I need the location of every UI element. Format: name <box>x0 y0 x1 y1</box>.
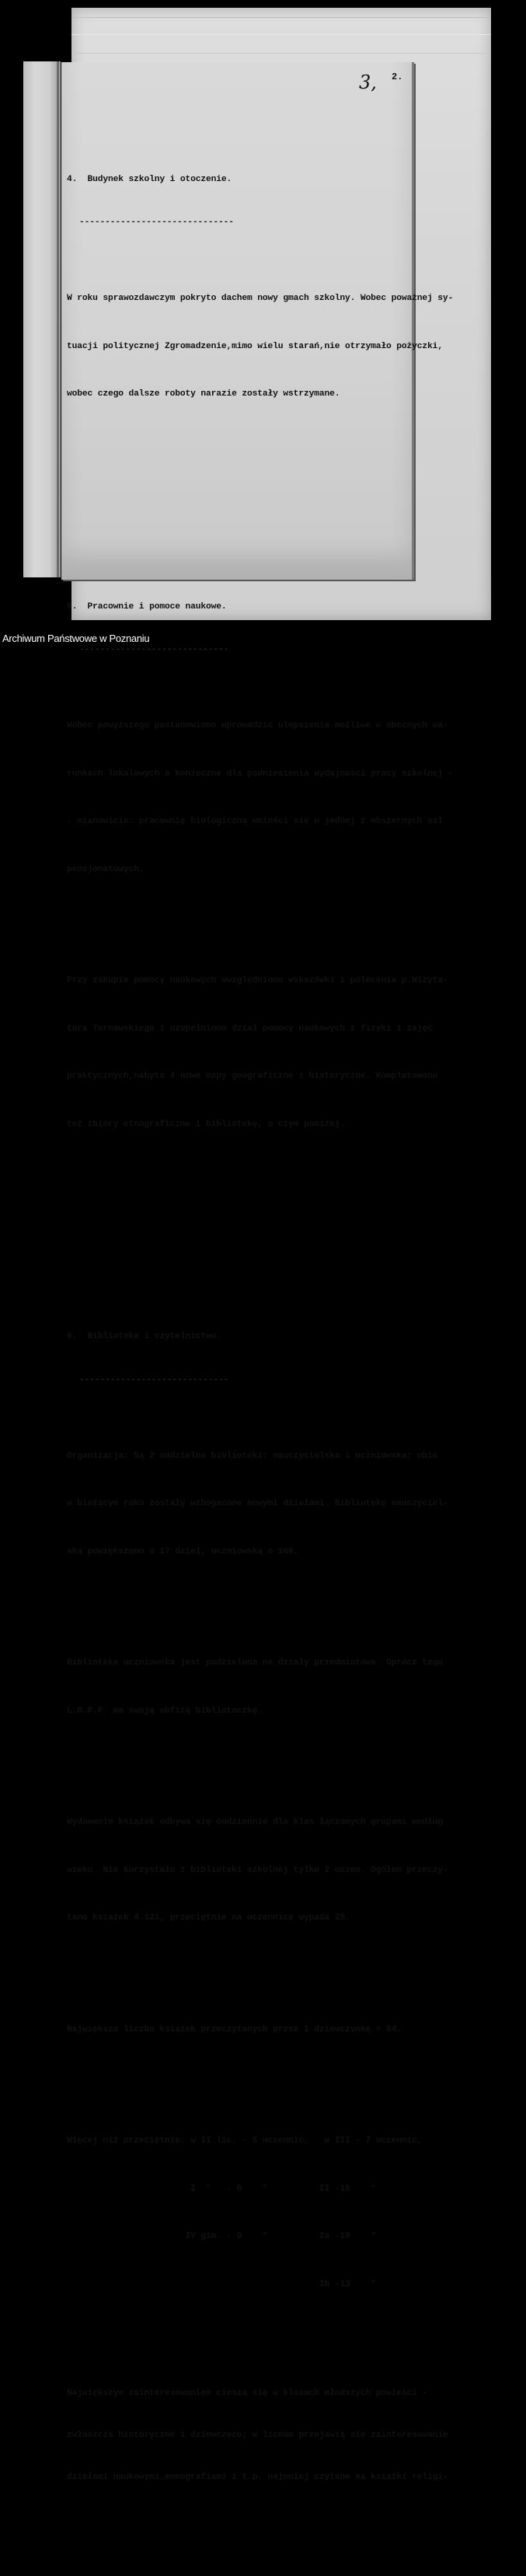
text-line: zwłaszcza historyczne i dziewczęce; w liceum przejawią się zainteresowanie <box>67 2431 448 2440</box>
text-line: wieku. Nie korzystało z biblioteki szkolnej tylko 2 uczen. Ogółem przeczy- <box>67 1865 448 1875</box>
text-line: też zbiory etnograficzne i bibliotekę, o czym poniżej. <box>67 1119 345 1129</box>
stats-row: Więcej niż przeciętnie: w II lic. - 5 uczennic, w III - 7 uczennic, <box>67 2136 423 2146</box>
text-line: runkach lokalowych a konieczne dla podniesienia wydajności pracy szkolnej - <box>67 769 454 779</box>
text-line: Organizacja: Są 2 oddzielne biblioteki: nauczycielska i uczniowska; obie <box>67 1451 438 1461</box>
fold-line <box>71 34 491 35</box>
text-line: dziełami naukowymi,monografiami i t.p. najmniej czytane są książki religi- <box>67 2473 448 2482</box>
stats-row: I " - 6 " II -16 " <box>67 2184 376 2194</box>
reading-stats-table <box>67 2101 423 2324</box>
text-line: L.O.P.P. ma swoją obfitą biblioteczkę. <box>67 1706 263 1716</box>
text-line: Największym zainteresowaniem cieszą się w klasach młodszych powieści - <box>67 2389 428 2398</box>
text-line: Wydawanie książek odbywa się codziennie dla klas łączonych grupami według <box>67 1818 443 1827</box>
stats-row: Ib -13 " <box>67 2279 376 2289</box>
binding-spine <box>23 61 61 577</box>
text-line: praktycznych,nabyto 4 nowe mapy geograficzne i historyczne. Kompletowano <box>67 1072 438 1081</box>
paragraph <box>67 259 454 434</box>
text-line: Wobec powyższego postanowiono wprowadzić ulepszenia możliwe w obecnych wa- <box>67 721 448 730</box>
text-line: W roku sprawozdawczym pokryto dachem nowy gmach szkolny. Wobec poważnej sy- <box>67 294 454 303</box>
text-line: - mianowicie: pracownię biologiczną umieści się w jednej z obszernych sal <box>67 817 443 826</box>
heading-underline: ----------------------------- <box>79 1375 229 1385</box>
typed-page-number: 2. <box>392 71 403 82</box>
section-6 <box>67 1297 448 2544</box>
paragraph <box>67 1990 406 2070</box>
document-body <box>67 92 454 2576</box>
text-line: tuacji politycznej Zgromadzenie,mimo wielu starań,nie otrzymało pożyczki, <box>67 341 443 351</box>
text-line: Biblioteka uczniowska jest podzielona na działy przedmiotowe. Oprócz tego <box>67 1658 443 1668</box>
section-4 <box>67 140 454 466</box>
fold-line <box>71 17 491 18</box>
section-heading: 6.´ Biblioteka i czytelnictwo. <box>67 1332 221 1341</box>
text-line: w bieżącym roku zostały wzbogacone nowymi dziełami. Bibliotekę nauczyciel- <box>67 1499 448 1508</box>
text-line: ską powiększono o 17 dzieł, uczniowską o 168. <box>67 1546 299 1556</box>
paragraph <box>67 941 448 1164</box>
text-line: wobec czego dalsze roboty narazie zostały wstrzymane. <box>67 389 340 399</box>
stats-row: IV gim. - 9 " Ia -19 " <box>67 2232 376 2241</box>
paragraph <box>67 2358 448 2512</box>
section-5 <box>67 567 454 1197</box>
paragraph <box>67 1417 448 1592</box>
heading-underline: ------------------------------ <box>79 218 234 227</box>
page-marks <box>61 62 412 93</box>
text-line: tora Tarnawskiego i uzupełniono dział pomocy naukowych z fizyki i zajęć <box>67 1023 433 1034</box>
paragraph <box>67 1783 448 1958</box>
paragraph <box>67 1623 443 1751</box>
text-line: pensjonatowych. <box>67 864 145 874</box>
section-heading: 5. Pracownie i pomoce naukowe. <box>67 601 227 612</box>
text-line: tano książek 4.121, przeciętnie na uczennicę wypada 25. <box>67 1913 350 1922</box>
archive-label: Archiwum Państwowe w Poznaniu <box>2 633 150 644</box>
handwritten-page-number: 3, <box>359 71 377 93</box>
spine-edge <box>57 61 59 577</box>
text-line: Największa liczba książek przeczytanych przez 1 dziewczynkę = 94. <box>67 2024 402 2034</box>
section-heading: 4. Budynek szkolny i otoczenie. <box>67 174 232 184</box>
paragraph <box>67 686 454 909</box>
fold-line <box>71 53 491 54</box>
text-line: Przy zakupie pomocy naukowych uwzględniono wskazówki i polecenia p.Wizyta- <box>67 976 448 985</box>
heading-underline: ----------------------------- <box>79 645 229 654</box>
